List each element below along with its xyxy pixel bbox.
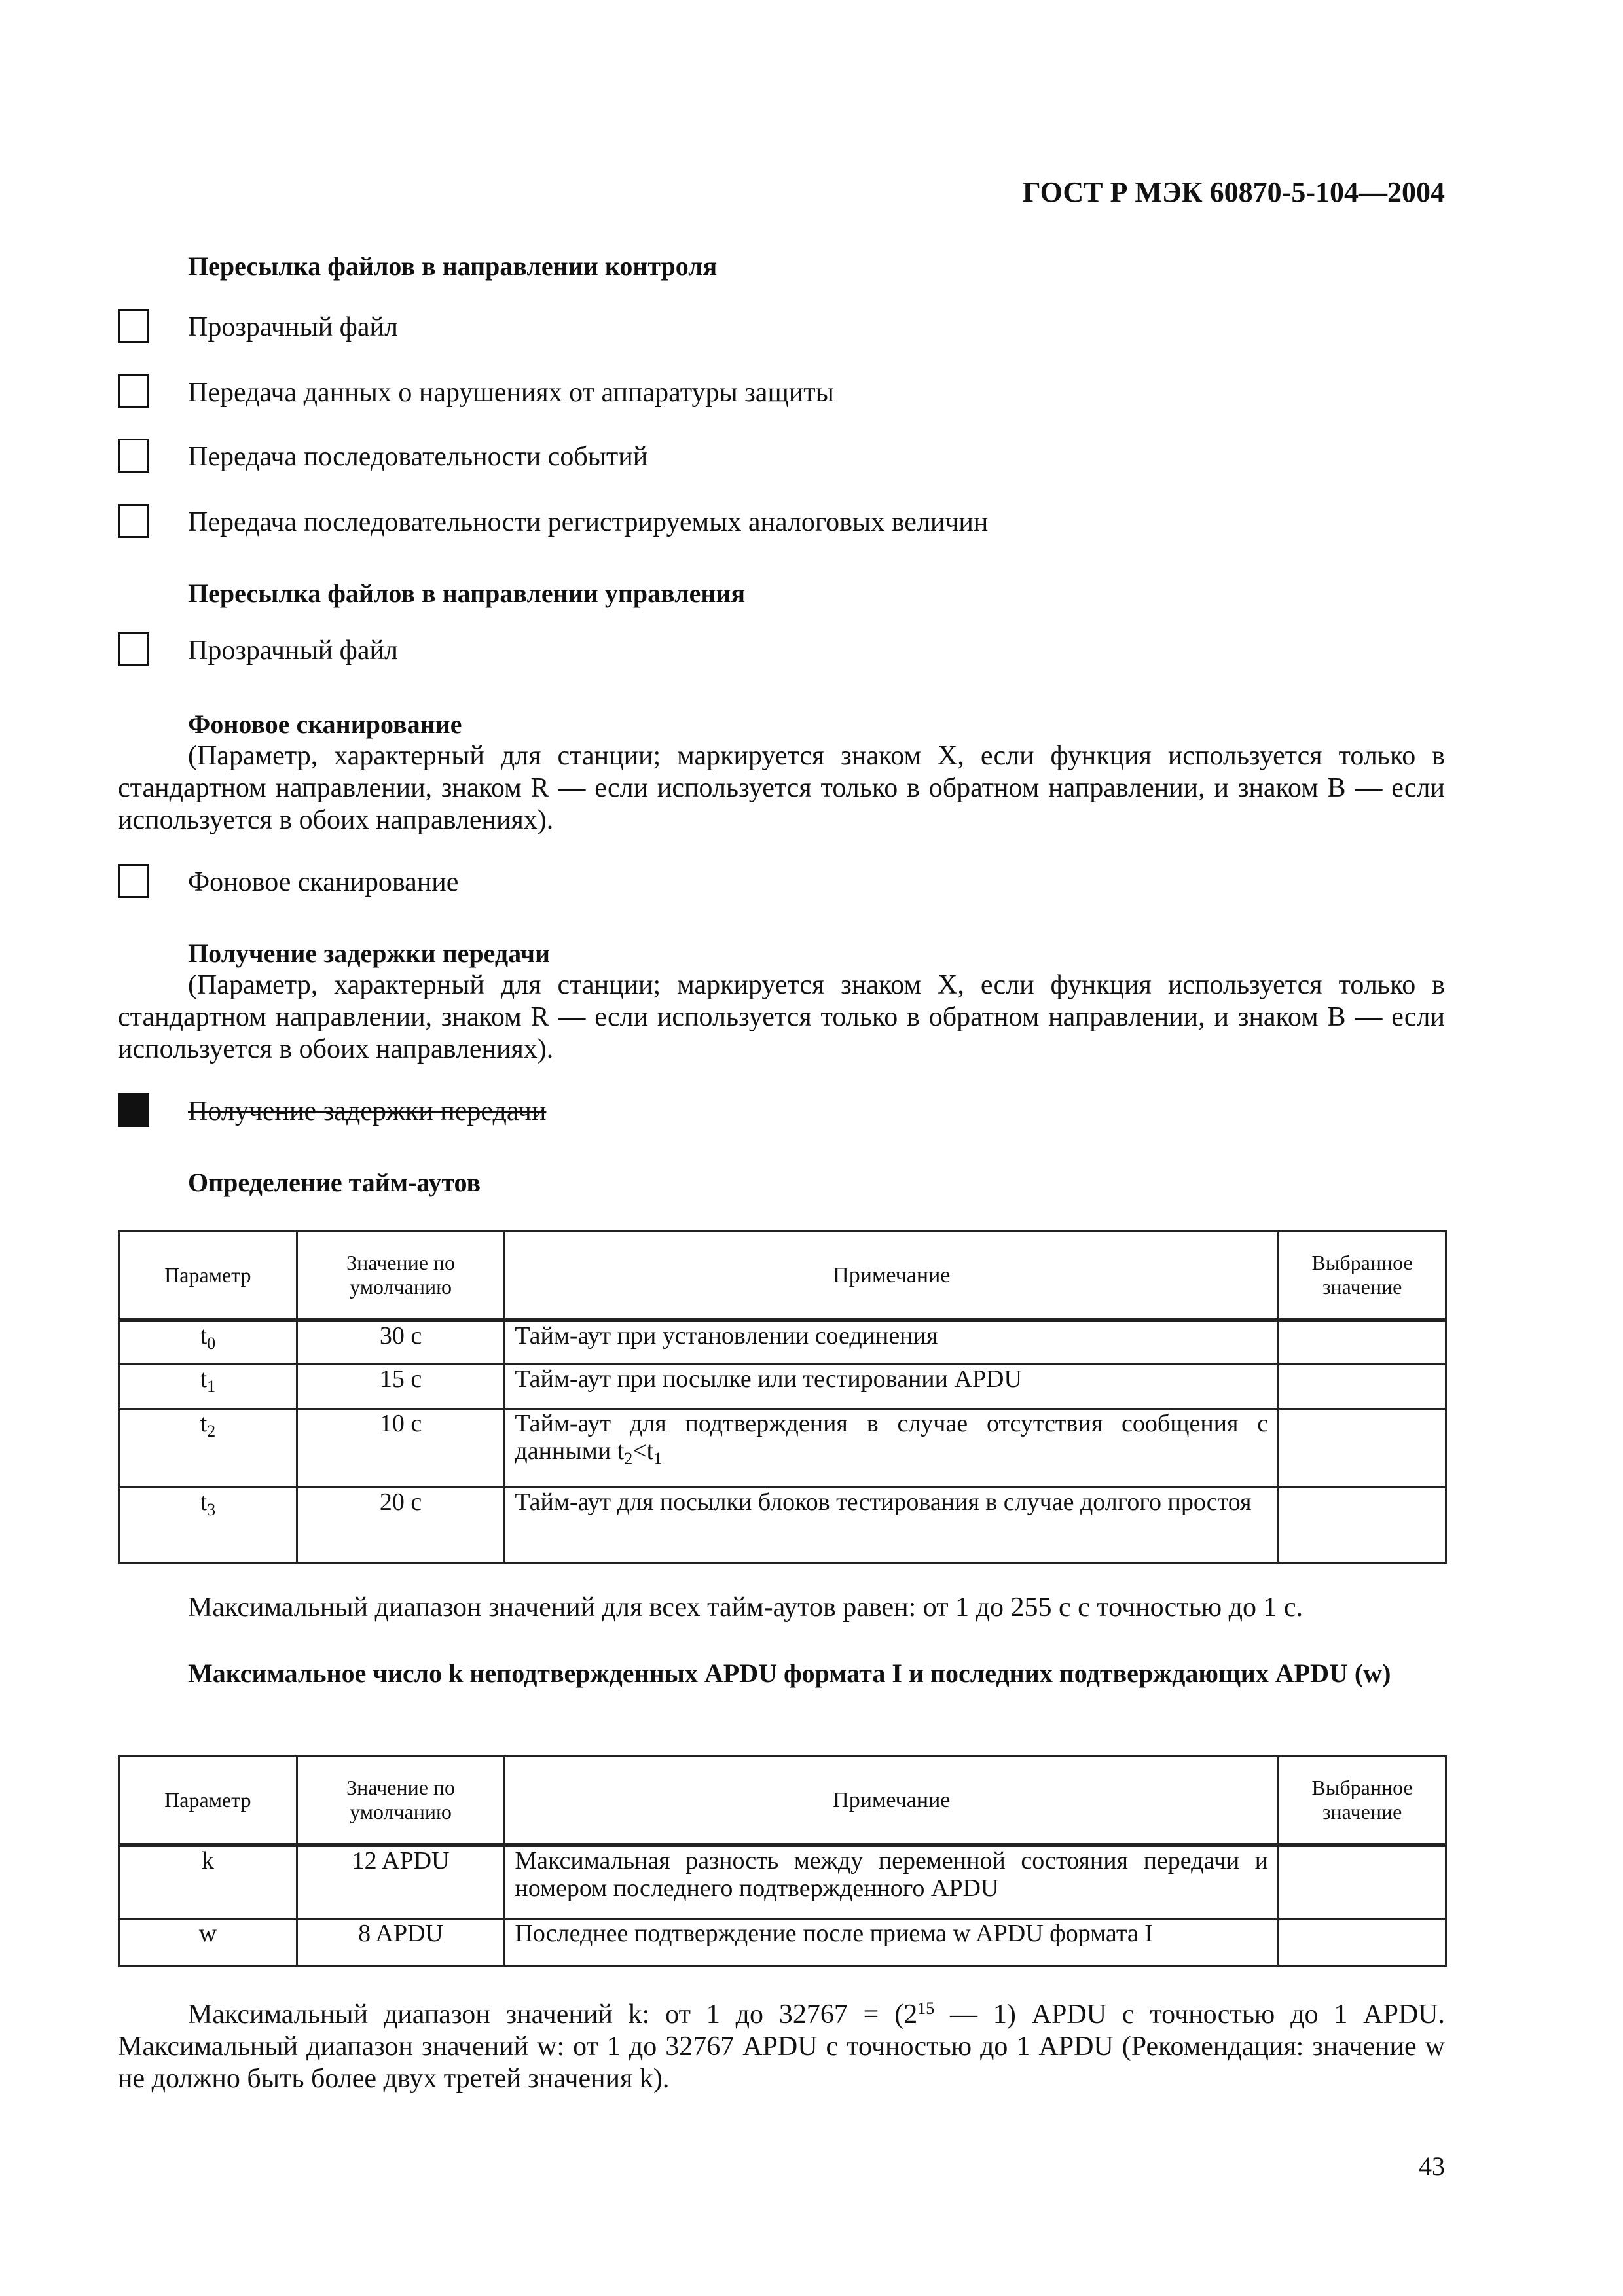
param-cell	[119, 1320, 297, 1365]
note-cell	[505, 1409, 1279, 1488]
checkbox-label: Прозрачный файл	[188, 636, 398, 666]
table-row	[119, 1845, 1446, 1919]
heading-control-direction: Пересылка файлов в направлении контроля	[188, 251, 718, 281]
heading-timeouts: Определение тайм-аутов	[188, 1168, 481, 1197]
checkbox[interactable]	[118, 374, 149, 408]
selected-cell[interactable]	[1279, 1919, 1446, 1966]
param-symbol: t	[200, 1365, 208, 1393]
timeouts-range-text: Максимальный диапазон значений для всех тайм-аутов равен: от 1 до 255 с с точностью до 1 с.	[188, 1592, 1304, 1623]
note-cell: Тайм-аут при посылке или тестировании APDU	[505, 1365, 1279, 1409]
param-subscript: 1	[207, 1377, 216, 1396]
default-cell: 15 с	[297, 1365, 505, 1409]
selected-cell[interactable]	[1279, 1488, 1446, 1563]
param-cell	[119, 1365, 297, 1409]
col-header-default: Значение по умолчанию	[297, 1757, 505, 1845]
checkbox[interactable]	[118, 504, 149, 538]
heading-k-w	[118, 1658, 1445, 1689]
range-k-text-end: — 1) APDU с точностью до 1 APDU.	[934, 2000, 1445, 2030]
note-text: Тайм-аут для подтверждения в случае отсутствия сообщения с данными t	[515, 1410, 1269, 1465]
background-scan-description	[118, 740, 1445, 836]
note-subscript: 1	[653, 1449, 663, 1468]
table-header-row	[119, 1757, 1446, 1845]
note-cell: Максимальная разность между переменной состояния передачи и номером последнего подтвержденного APDU	[505, 1845, 1279, 1919]
heading-transmission-delay: Получение задержки передачи	[188, 939, 551, 968]
param-symbol: t	[200, 1488, 208, 1516]
table-row	[119, 1488, 1446, 1563]
checkbox-label: Передача последовательности событий	[188, 442, 648, 472]
checkbox[interactable]	[118, 309, 149, 343]
checkbox-label-struck: Получение задержки передачи	[188, 1096, 547, 1126]
note-cell: Последнее подтверждение после приема w APDU формата I	[505, 1919, 1279, 1966]
default-cell: 10 с	[297, 1409, 505, 1488]
selected-cell[interactable]	[1279, 1409, 1446, 1488]
col-header-parameter: Параметр	[119, 1757, 297, 1845]
col-header-selected: Выбранное значение	[1279, 1757, 1446, 1845]
kw-range-text	[118, 1999, 1445, 2095]
table-header-row	[119, 1232, 1446, 1320]
param-symbol: t	[200, 1410, 208, 1437]
table-row	[119, 1409, 1446, 1488]
note-text: <t	[632, 1437, 654, 1465]
timeouts-table	[118, 1230, 1447, 1564]
checkbox-label: Передача данных о нарушениях от аппаратуры защиты	[188, 378, 834, 408]
note-cell: Тайм-аут при установлении соединения	[505, 1320, 1279, 1365]
table-row	[119, 1365, 1446, 1409]
range-w-text: Максимальный диапазон значений w: от 1 до 32767 APDU с точностью до 1 APDU (Рекомендация: значение w не должно быть более двух третей значения k).	[118, 2032, 1445, 2094]
transmission-delay-description	[118, 969, 1445, 1066]
param-symbol: t	[200, 1321, 208, 1350]
col-header-selected: Выбранное значение	[1279, 1232, 1446, 1320]
range-k-text: Максимальный диапазон значений k: от 1 до 32767 = (2	[188, 2000, 918, 2030]
param-subscript: 2	[207, 1422, 216, 1441]
checkbox-filled[interactable]	[118, 1093, 149, 1127]
col-header-note: Примечание	[505, 1757, 1279, 1845]
heading-k-w-text: Максимальное число k неподтвержденных APDU формата I и последних подтверждающих APDU (w)	[188, 1659, 1391, 1688]
note-subscript: 2	[624, 1449, 633, 1468]
checkbox[interactable]	[118, 439, 149, 473]
checkbox-label: Передача последовательности регистрируемых аналоговых величин	[188, 507, 989, 537]
selected-cell[interactable]	[1279, 1365, 1446, 1409]
param-subscript: 3	[207, 1500, 216, 1519]
param-cell	[119, 1409, 297, 1488]
param-cell: w	[119, 1919, 297, 1966]
table-row	[119, 1919, 1446, 1966]
kw-table	[118, 1755, 1447, 1967]
col-header-default: Значение по умолчанию	[297, 1232, 505, 1320]
param-cell	[119, 1488, 297, 1563]
heading-management-direction: Пересылка файлов в направлении управления	[188, 579, 746, 608]
col-header-parameter: Параметр	[119, 1232, 297, 1320]
selected-cell[interactable]	[1279, 1320, 1446, 1365]
checkbox[interactable]	[118, 632, 149, 666]
page-number: 43	[1419, 2151, 1445, 2181]
document-code: ГОСТ Р МЭК 60870-5-104—2004	[1022, 176, 1445, 208]
table-row	[119, 1320, 1446, 1365]
selected-cell[interactable]	[1279, 1845, 1446, 1919]
param-subscript: 0	[207, 1333, 216, 1353]
default-cell: 12 APDU	[297, 1845, 505, 1919]
default-cell: 8 APDU	[297, 1919, 505, 1966]
heading-background-scan: Фоновое сканирование	[188, 709, 462, 739]
checkbox[interactable]	[118, 864, 149, 898]
checkbox-label: Фоновое сканирование	[188, 867, 459, 897]
col-header-note: Примечание	[505, 1232, 1279, 1320]
description-text: (Параметр, характерный для станции; маркируется знаком X, если функция используется только в стандартном направлении, знаком R — если используется только в обратном направлении, и знаком B — если используется в обоих направлениях).	[118, 970, 1445, 1064]
default-cell: 20 с	[297, 1488, 505, 1563]
range-k-exponent: 15	[917, 1999, 935, 2018]
checkbox-label: Прозрачный файл	[188, 312, 398, 342]
description-text: (Параметр, характерный для станции; маркируется знаком X, если функция используется только в стандартном направлении, знаком R — если используется только в обратном направлении, и знаком B — если используется в обоих направлениях).	[118, 741, 1445, 835]
param-cell: k	[119, 1845, 297, 1919]
note-cell: Тайм-аут для посылки блоков тестирования в случае долгого простоя	[505, 1488, 1279, 1563]
default-cell: 30 с	[297, 1320, 505, 1365]
